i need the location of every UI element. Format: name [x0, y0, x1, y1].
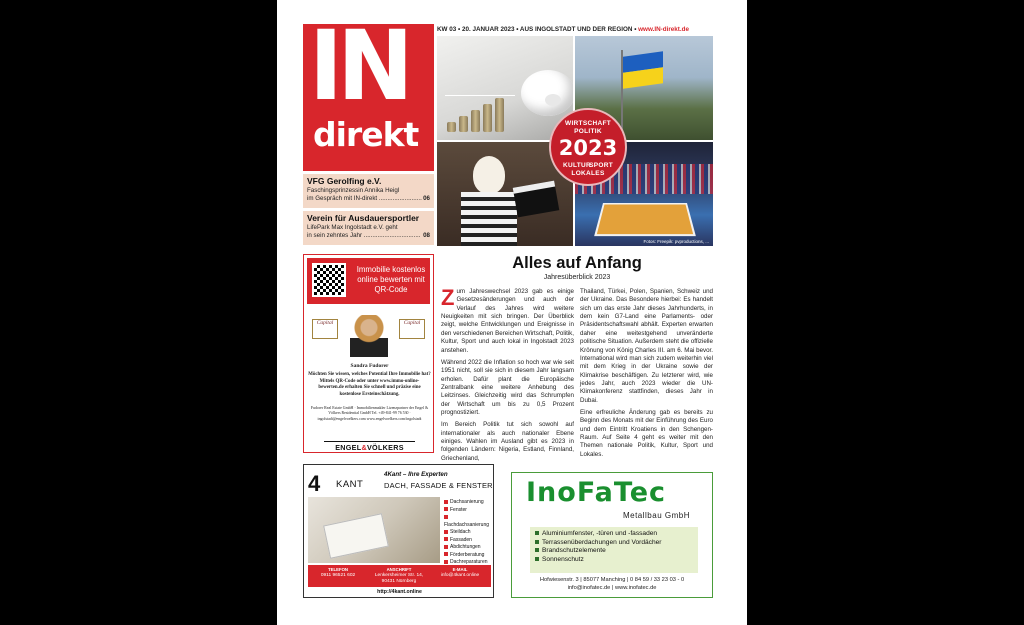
brand-amp: &: [361, 443, 367, 452]
phone-label: TELEFON: [327, 567, 349, 572]
mime-face: [473, 156, 505, 194]
logo-direkt: direkt: [313, 115, 419, 154]
inofatec-web[interactable]: info@inofatec.de | www.inofatec.de: [567, 584, 657, 591]
teaser-line-text: in sein zehntes Jahr .................................: [307, 231, 421, 239]
4kant-tagline: DACH, FASSADE & FENSTER: [384, 481, 493, 490]
teaser-title: Verein für Ausdauersportler: [307, 213, 420, 223]
service-item: Förderberatung: [444, 552, 492, 560]
piggy-bank: [521, 70, 573, 116]
qr-ad-headline: Immobilie kostenlos online bewerten mit QR-Code: [356, 265, 426, 295]
badge-word-sport: SPORT: [589, 162, 613, 169]
inofatec-subtitle: Metallbau GmbH: [622, 511, 690, 520]
coin-stacks: [447, 92, 507, 132]
badge-year: 2023: [558, 136, 618, 160]
contact-address: [369, 567, 429, 585]
badge-word-lokales: LOKALES: [571, 170, 605, 177]
article-column-2: [580, 288, 713, 463]
article-paragraph: Eine erfreuliche Änderung gab es bereits zu Beginn des Monats mit der Einführung des Euro und dem Eintritt Kroatiens in den Schengen-Raum. Auf Seite 4 geht es weiter mit den Themen nationale Politik, Kultur, Sport und Lokales.: [580, 409, 713, 458]
4kant-ad[interactable]: [303, 464, 494, 598]
contact-email[interactable]: [430, 567, 490, 579]
article-paragraph: Während 2022 die Inflation so hoch war wie seit 1951 nicht, soll sie sich in diesem Jahr langsam erholen. Dafür plant die Europäische Zentralbank eine weitere Anhebung des Leitzinses. Gleichzeitig wird das Schrumpfen der Wirtschaft um bis zu 0,5 Prozent prognostiziert.: [441, 358, 574, 417]
service-item: Dachsanierung: [444, 499, 492, 507]
issue-topline: [437, 26, 713, 33]
inofatec-logo: InoFaTec: [526, 477, 667, 508]
photo-credit: Fotos: Freepik: pvproductions, ...: [643, 239, 709, 244]
service-item: Steildach: [444, 529, 492, 537]
engel-voelkers-logo: [324, 441, 415, 452]
qr-ad-body: Möchten Sie wissen, welches Potential Ihre Immobilie hat? Mittels QR-Code oder unter www.immo-online-bewerten.de erhalten Sie schnell und präzise eine kostenlose Ersteinschätzung.: [308, 372, 431, 397]
inofatec-service-list: [530, 527, 698, 573]
capital-award-right: Capital: [399, 319, 425, 339]
mime-shirt: [461, 192, 517, 246]
agent-name: Sandra Fudorer: [350, 363, 389, 369]
engel-voelkers-ad[interactable]: [303, 254, 434, 453]
4kant-contact-bar: [308, 565, 491, 587]
teaser-title: VFG Gerolfing e.V.: [307, 176, 382, 186]
brand-voelkers: VÖLKERS: [366, 443, 404, 452]
service-item: Flachdachsanierung: [444, 514, 492, 529]
4kant-name: KANT: [336, 479, 364, 490]
4kant-service-list: [444, 499, 492, 567]
qr-code[interactable]: [312, 263, 346, 297]
service-item: Brandschutzelemente: [535, 547, 693, 556]
email-value: info@4kant.online: [440, 572, 480, 578]
article-column-1: [441, 285, 574, 467]
logo-in: IN: [309, 24, 408, 122]
4kant-slogan: 4Kant – Ihre Experten: [384, 471, 448, 478]
teaser-line: [307, 232, 430, 240]
dropcap: Z: [441, 285, 455, 310]
service-item: Aluminiumfenster, -türen und -fassaden: [535, 530, 693, 539]
issue-info: KW 03 • 20. JANUAR 2023 • AUS INGOLSTADT UND DER REGION •: [437, 26, 639, 33]
service-item: Fassaden: [444, 537, 492, 545]
service-item: Sonnenschutz: [535, 556, 693, 565]
4kant-logo: 4: [308, 471, 321, 496]
article-subhead: Jahresüberblick 2023: [543, 274, 611, 281]
newspaper-page: [277, 0, 747, 625]
teaser-line: [307, 195, 430, 203]
badge-word-politik: POLITIK: [574, 128, 602, 135]
paragraph-text: um Jahreswechsel 2023 gab es einige Gesetzesänderungen und auch der Verlauf des Jahres wird weitere Neuigkeiten mit sich bringen. Der Überblick zeigt, welche Entwicklungen und Ereignisse in den verschiedenen Bereichen Wirtschaft, Politik, Kultur, Sport und auch lokal in Ingolstadt 2023 anstehen.: [441, 288, 574, 354]
blueprint-sheet: [323, 513, 389, 559]
phone-value: 0911 96521 602: [320, 572, 356, 578]
inofatec-contact: [512, 577, 712, 592]
inofatec-ad[interactable]: [511, 472, 713, 598]
handball-court: [594, 203, 696, 236]
clapperboard: [513, 181, 560, 218]
agent-portrait: [350, 315, 388, 357]
badge-word-wirtschaft: WIRTSCHAFT: [565, 120, 611, 127]
teaser-line: LifePark Max Ingolstadt e.V. geht: [307, 223, 398, 231]
qr-ad-header: [307, 258, 430, 304]
teaser-vfg-gerolfing[interactable]: [303, 174, 434, 208]
in-direkt-logo[interactable]: [303, 24, 434, 171]
teaser-page-number: 08: [423, 231, 430, 239]
service-item: Terrassenüberdachungen und Vordächer: [535, 539, 693, 548]
teaser-ausdauersportler[interactable]: [303, 211, 434, 245]
address-value: Lenkersheimer Str. 14, 90431 Nürnberg: [374, 572, 424, 584]
service-item: Abdichtungen: [444, 544, 492, 552]
site-link[interactable]: www.IN-direkt.de: [638, 26, 690, 33]
inofatec-address: Hofwiesenstr. 3 | 85077 Manching | 0 84 59 / 33 23 03 - 0: [539, 577, 685, 583]
article-headline: Alles auf Anfang: [512, 254, 642, 272]
service-item: Fenster: [444, 507, 492, 515]
4kant-url[interactable]: http://4kant.online: [377, 589, 422, 595]
capital-award-left: Capital: [312, 319, 338, 339]
article-paragraph: Thailand, Türkei, Polen, Spanien, Schweiz und der Ukraine. Das Besondere hierbei: Es handelt sich um das erste Jahr dieses Jahrhunderts, in dem kein G7-Land eine Parlaments- oder Präsidentschaftswahl abhält. Experten erwarten daher eine weitestgehend unveränderte politische Situation. Außerdem steht die offizielle Krönung von König Charles III. am 6. Mai bevor. International wird man sich zudem weiterhin viel mit dem Krieg in der Ukraine sowie der Klimakrise beschäftigen. Zu letzterer wird, wie jedes Jahr, auch 2023 wieder die UN-Klimakonferenz stattfinden, dieses Jahr in Dubai.: [580, 288, 713, 404]
teaser-line: Faschingsprinzessin Annika Heigl: [307, 186, 400, 194]
year-badge: [549, 108, 627, 186]
service-item: Dachreparaturen: [444, 559, 492, 567]
piggy-snout: [545, 94, 561, 106]
badge-word-kultur: KULTUR: [563, 162, 592, 169]
address-label: ANSCHRIFT: [386, 567, 412, 572]
brand-engel: ENGEL: [335, 443, 362, 452]
craftsman-photo: [308, 497, 440, 563]
teaser-line-text: im Gespräch mit IN-direkt .........................: [307, 194, 422, 202]
article-paragraph: Im Bereich Politik tut sich sowohl auf internationaler als auch nationaler Ebene einiges. Wahlen im Ausland gibt es 2023 in folgenden Ländern: Nigeria, Estland, Finnland, Griechenland,: [441, 421, 574, 462]
article-paragraph: [441, 285, 574, 355]
contact-phone[interactable]: [308, 567, 368, 579]
email-label: E-MAIL: [452, 567, 468, 572]
teaser-page-number: 06: [423, 194, 430, 202]
qr-ad-contact: Fudorer Real Estate GmbH · Immobilienmakler Lizenzpartner der Engel & Völkers Residential GmbH Tel. +49-841-99 76 530 · ingolstadt@engelvoelkers.com www.engelvoelkers.com/ingolstadt: [310, 406, 429, 421]
